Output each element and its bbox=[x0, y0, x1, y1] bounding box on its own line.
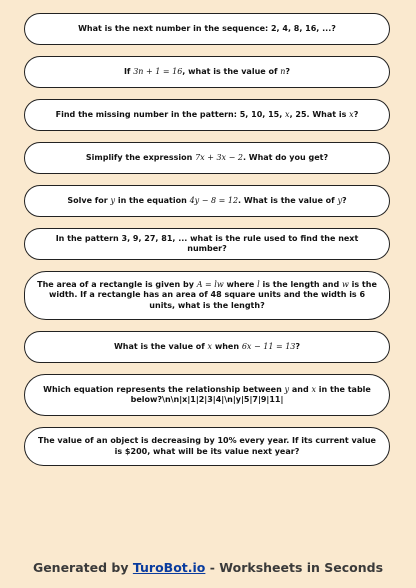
question-box bbox=[24, 427, 390, 466]
footer-prefix: Generated by bbox=[32, 560, 133, 575]
brand-link[interactable]: TuroBot.io bbox=[132, 560, 206, 575]
question-text: The area of a rectangle is given by A = lw where l is the length and w is the width. If a rectangle has an area of 48 square units and the width is 6 units, what is the length? bbox=[37, 279, 377, 310]
question-box bbox=[24, 228, 390, 260]
question-text: If 3n + 1 = 16, what is the value of n? bbox=[123, 66, 291, 76]
question-text: What is the next number in the sequence: 2, 4, 8, 16, ...? bbox=[78, 23, 336, 33]
question-box bbox=[24, 374, 390, 416]
question-text: What is the value of x when 6x − 11 = 13? bbox=[113, 341, 301, 351]
question-text: The value of an object is decreasing by 10% every year. If its current value is $200, what will be its value next year? bbox=[38, 436, 376, 456]
question-text: Find the missing number in the pattern: 5, 10, 15, x, 25. What is x? bbox=[55, 109, 359, 119]
question-box bbox=[24, 142, 390, 174]
footer bbox=[0, 560, 416, 575]
question-box bbox=[24, 56, 390, 88]
question-box bbox=[24, 185, 390, 217]
question-box bbox=[24, 331, 390, 363]
question-text: Which equation represents the relationship between y and x in the table below?\n\n|x|1|2|3|4|\n|y|5|7|9|11| bbox=[43, 384, 371, 404]
question-box bbox=[24, 13, 390, 45]
question-text: In the pattern 3, 9, 27, 81, ... what is the rule used to find the next number? bbox=[55, 233, 359, 253]
question-text: Solve for y in the equation 4y − 8 = 12. What is the value of y? bbox=[67, 195, 347, 205]
question-box bbox=[24, 271, 390, 320]
question-text: Simplify the expression 7x + 3x − 2. What do you get? bbox=[85, 152, 329, 162]
question-box bbox=[24, 99, 390, 131]
footer-suffix: - Worksheets in Seconds bbox=[205, 560, 384, 575]
